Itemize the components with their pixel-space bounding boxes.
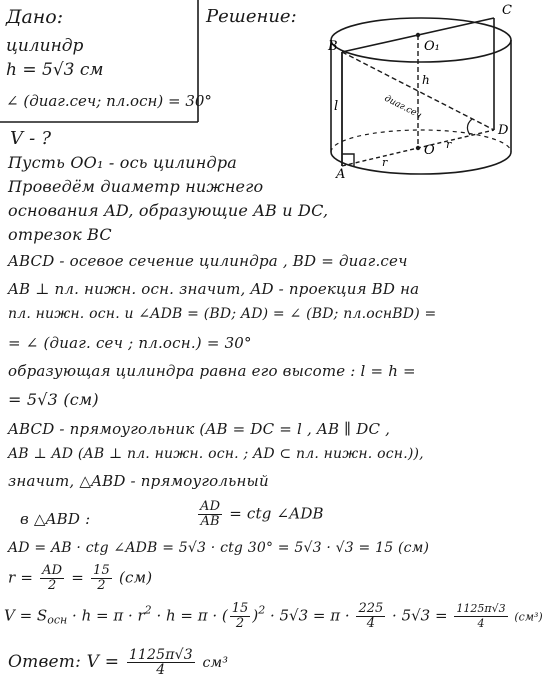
label-O: O	[424, 143, 435, 158]
answer-line: Ответ: V = $\frac{1125\pi√3}{4}$ см³	[8, 647, 229, 678]
body-line-1: Пусть OO₁ - ось цилиндра	[8, 153, 238, 172]
body-line-6: AB ⊥ пл. нижн. осн. значит, AD - проекция BD на	[8, 280, 420, 298]
r-line: r = $\frac{AD}{2}$ = $\frac{15}{2}$ (см)	[8, 563, 153, 593]
question: V - ?	[10, 128, 52, 149]
given-header: Дано:	[6, 6, 64, 28]
label-r-right: r	[446, 138, 452, 151]
body-line-3: основания AD, образующие AB и DC,	[8, 201, 329, 220]
body-line-8: = ∠ (диаг. сеч ; пл.осн.) = 30°	[8, 334, 252, 352]
label-D: D	[498, 123, 509, 138]
ad-line: AD = AB · ctg ∠ADB = 5√3 · ctg 30° = 5√3 · √3 = 15 (см)	[8, 540, 430, 556]
body-line-10: = 5√3 (см)	[8, 390, 99, 409]
label-l: l	[334, 99, 339, 114]
body-line-9: образующая цилиндра равна его высоте : l = h =	[8, 362, 416, 380]
ratio-line: $\frac{AD}{AB}$ = ctg ∠ADB	[200, 499, 324, 529]
label-A: A	[336, 167, 346, 182]
cylinder-diagram	[312, 2, 530, 180]
body-line-12: AB ⊥ AD (AB ⊥ пл. нижн. осн. ; AD ⊂ пл. нижн. осн.)),	[8, 446, 424, 462]
body-line-13: значит, △ABD - прямоугольный	[8, 472, 269, 490]
in-triangle-label: в △ABD :	[20, 510, 91, 528]
volume-line: $V = S_{осн} \cdot h = \pi \cdot r^2 \cdot h = \pi$ · ( $\frac{15}{2}$ )$^2$ · 5√3 = π · $\frac{225}{4}$ · 5√3 = $\frac{1125\pi√3}{4}$ (см³)	[4, 601, 543, 631]
label-C: C	[502, 3, 512, 18]
label-r-left: r	[382, 156, 388, 169]
body-line-4: отрезок BC	[8, 225, 112, 244]
given-line-1: цилиндр	[6, 36, 84, 56]
label-B: B	[328, 39, 338, 54]
label-h: h	[422, 73, 430, 87]
body-line-2: Проведём диаметр нижнего	[8, 177, 264, 196]
body-line-11: ABCD - прямоугольник (AB = DC = l , AB ∥ DC ,	[8, 420, 391, 438]
given-line-3: ∠ (диаг.сеч; пл.осн) = 30°	[6, 92, 212, 110]
solution-header: Решение:	[206, 6, 297, 27]
body-line-7: пл. нижн. осн. и ∠ADB = (BD; AD) = ∠ (BD; пл.оснBD) =	[8, 306, 437, 322]
given-line-2: h = 5√3 см	[6, 60, 104, 80]
label-diag: диаг.сеч	[382, 93, 424, 121]
body-line-5: ABCD - осевое сечение цилиндра , BD = диаг.сеч	[8, 252, 408, 270]
label-O1: O₁	[424, 39, 440, 54]
ratio-fraction: $\frac{AD}{AB}$	[200, 499, 221, 529]
